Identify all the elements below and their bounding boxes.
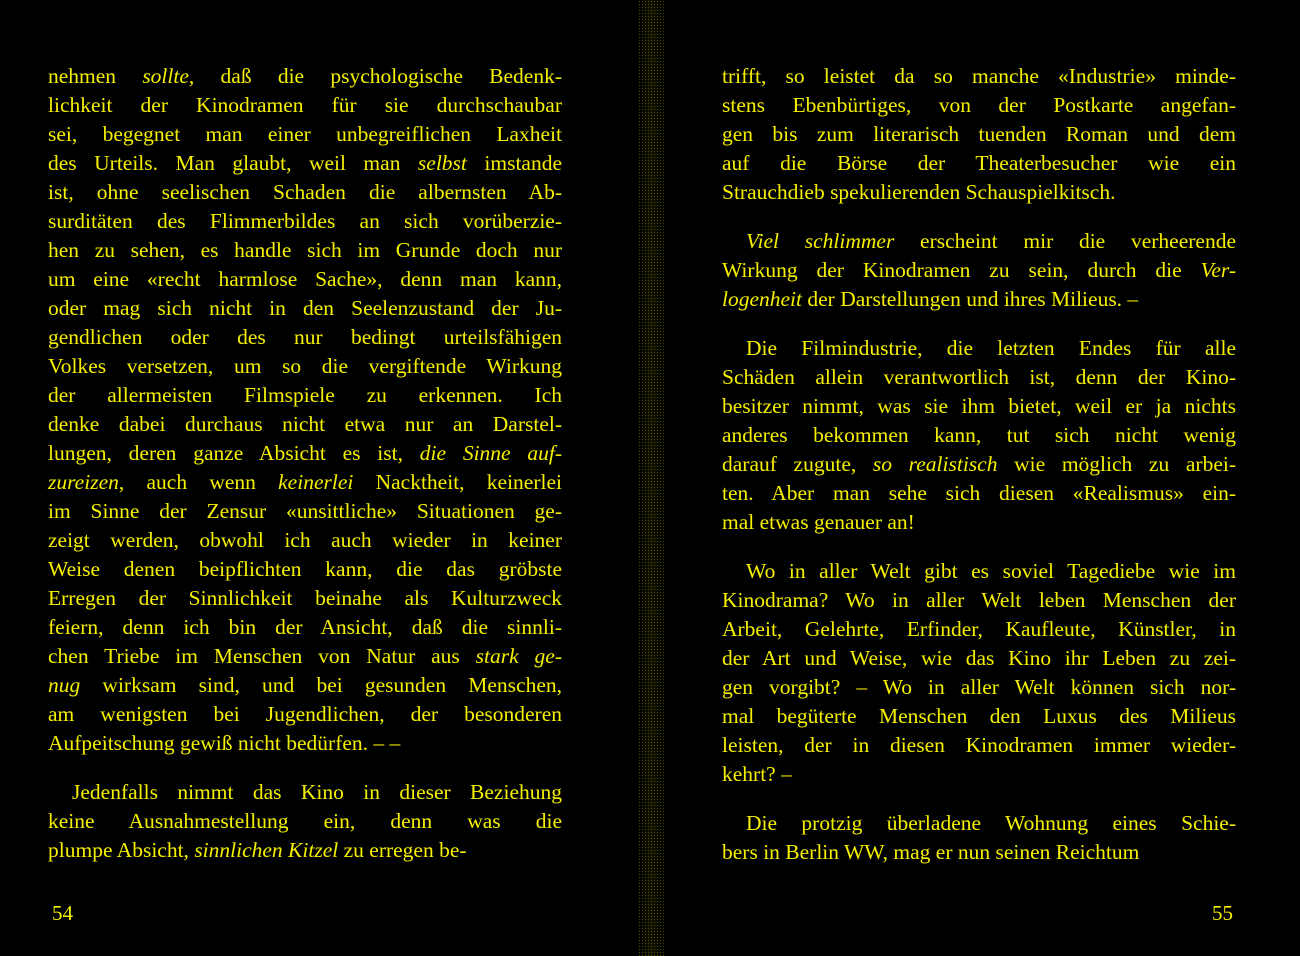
italic-phrase: Viel schlimmer bbox=[746, 229, 895, 253]
text-line: plumpe Absicht, sinnlichen Kitzel zu erregen be- bbox=[48, 838, 467, 862]
text-line: feiern, denn ich bin der Ansicht, daß die sinnli- bbox=[48, 615, 562, 639]
text-line: stens Ebenbürtiges, von der Postkarte angefan- bbox=[722, 93, 1236, 117]
text-line: keine Ausnahmestellung ein, denn was die bbox=[48, 809, 562, 833]
text-line: im Sinne der Zensur «unsittliche» Situationen ge- bbox=[48, 499, 562, 523]
text-line: hen zu sehen, es handle sich im Grunde doch nur bbox=[48, 238, 562, 262]
text-line: am wenigsten bei Jugendlichen, der besonderen bbox=[48, 702, 562, 726]
page-number-right: 55 bbox=[1212, 901, 1233, 925]
left-page-text bbox=[48, 62, 562, 865]
italic-phrase: nug bbox=[48, 673, 81, 697]
paragraph-gap bbox=[722, 207, 1236, 227]
text-line: gen vorgibt? – Wo in aller Welt können sich nor- bbox=[722, 675, 1236, 699]
text-line: des Urteils. Man glaubt, weil man selbst imstande bbox=[48, 151, 562, 175]
italic-phrase: zureizen bbox=[48, 470, 119, 494]
text-line: lungen, deren ganze Absicht es ist, die Sinne auf- bbox=[48, 441, 562, 465]
right-page bbox=[660, 0, 1300, 956]
italic-phrase: die Sinne auf- bbox=[419, 441, 562, 465]
italic-phrase: logenheit bbox=[722, 287, 803, 311]
text-line: auf die Börse der Theaterbesucher wie ein bbox=[722, 151, 1236, 175]
text-line: leisten, der in diesen Kinodramen immer wieder- bbox=[722, 733, 1236, 757]
text-line: der allermeisten Filmspiele zu erkennen. Ich bbox=[48, 383, 562, 407]
text-line: Wo in aller Welt gibt es soviel Tagediebe wie im bbox=[746, 559, 1236, 583]
paragraph-gap bbox=[722, 789, 1236, 809]
text-line: darauf zugute, so realistisch wie möglich zu arbei- bbox=[722, 452, 1237, 476]
text-line: Viel schlimmer erscheint mir die verheerende bbox=[746, 229, 1236, 253]
text-line: Weise denen beipflichten kann, die das gröbste bbox=[48, 557, 562, 581]
text-line: Arbeit, Gelehrte, Erfinder, Kaufleute, Künstler, in bbox=[722, 617, 1236, 641]
text-line: oder mag sich nicht in den Seelenzustand der Ju- bbox=[48, 296, 562, 320]
text-line: bers in Berlin WW, mag er nun seinen Reichtum bbox=[722, 840, 1140, 864]
italic-phrase: stark ge- bbox=[475, 644, 563, 668]
italic-phrase: keinerlei bbox=[278, 470, 354, 494]
text-line: zureizen, auch wenn keinerlei Nacktheit, keinerlei bbox=[48, 470, 562, 494]
text-line: chen Triebe im Menschen von Natur aus stark ge- bbox=[48, 644, 563, 668]
text-line: um eine «recht harmlose Sache», denn man kann, bbox=[48, 267, 562, 291]
text-line: sei, begegnet man einer unbegreiflichen Laxheit bbox=[48, 122, 562, 146]
paragraph-gap bbox=[48, 758, 562, 778]
text-line: Strauchdieb spekulierenden Schauspielkitsch. bbox=[722, 180, 1116, 204]
text-line: surditäten des Flimmerbildes an sich vorüberzie- bbox=[48, 209, 562, 233]
paragraph-gap bbox=[722, 314, 1236, 334]
italic-phrase: selbst bbox=[417, 151, 467, 175]
text-line: Schäden allein verantwortlich ist, denn der Kino- bbox=[722, 365, 1236, 389]
text-line: der Art und Weise, wie das Kino ihr Leben zu zei- bbox=[722, 646, 1236, 670]
italic-phrase: sinnlichen Kitzel bbox=[194, 838, 339, 862]
italic-phrase: sollte bbox=[142, 64, 189, 88]
text-line: anderes bekommen kann, tut sich nicht wenig bbox=[722, 423, 1236, 447]
text-line: nehmen sollte, daß die psychologische Bedenk- bbox=[48, 64, 562, 88]
text-line: Wirkung der Kinodramen zu sein, durch die Ver- bbox=[722, 258, 1236, 282]
text-line: Aufpeitschung gewiß nicht bedürfen. – – bbox=[48, 731, 401, 755]
text-line: besitzer nimmt, was sie ihm bietet, weil er ja nichts bbox=[722, 394, 1236, 418]
text-line: ist, ohne seelischen Schaden die albernsten Ab- bbox=[48, 180, 562, 204]
text-line: zeigt werden, obwohl ich auch wieder in keiner bbox=[48, 528, 562, 552]
text-line: Die protzig überladene Wohnung eines Schie- bbox=[746, 811, 1236, 835]
text-line: gendlichen oder des nur bedingt urteilsfähigen bbox=[48, 325, 562, 349]
text-line: mal etwas genauer an! bbox=[722, 510, 915, 534]
paragraph-gap bbox=[722, 537, 1236, 557]
left-page bbox=[0, 0, 640, 956]
text-line: ten. Aber man sehe sich diesen «Realismus» ein- bbox=[722, 481, 1236, 505]
text-line: Jedenfalls nimmt das Kino in dieser Beziehung bbox=[72, 780, 562, 804]
text-line: mal begüterte Menschen den Luxus des Milieus bbox=[722, 704, 1236, 728]
text-line: Erregen der Sinnlichkeit beinahe als Kulturzweck bbox=[48, 586, 562, 610]
italic-phrase: Ver- bbox=[1200, 258, 1236, 282]
text-line: gen bis zum literarisch tuenden Roman und dem bbox=[722, 122, 1236, 146]
text-line: Die Filmindustrie, die letzten Endes für alle bbox=[746, 336, 1236, 360]
text-line: nug wirksam sind, und bei gesunden Menschen, bbox=[48, 673, 562, 697]
text-line: Volkes versetzen, um so die vergiftende Wirkung bbox=[48, 354, 562, 378]
text-line: lichkeit der Kinodramen für sie durchschaubar bbox=[48, 93, 562, 117]
text-line: Kinodrama? Wo in aller Welt leben Menschen der bbox=[722, 588, 1236, 612]
text-line: denke dabei durchaus nicht etwa nur an Darstel- bbox=[48, 412, 562, 436]
italic-phrase: so realistisch bbox=[872, 452, 998, 476]
text-line: logenheit der Darstellungen und ihres Milieus. – bbox=[722, 287, 1139, 311]
right-page-text bbox=[722, 62, 1236, 867]
page-number-left: 54 bbox=[52, 901, 73, 925]
text-line: trifft, so leistet da so manche «Industrie» minde- bbox=[722, 64, 1236, 88]
text-line: kehrt? – bbox=[722, 762, 792, 786]
